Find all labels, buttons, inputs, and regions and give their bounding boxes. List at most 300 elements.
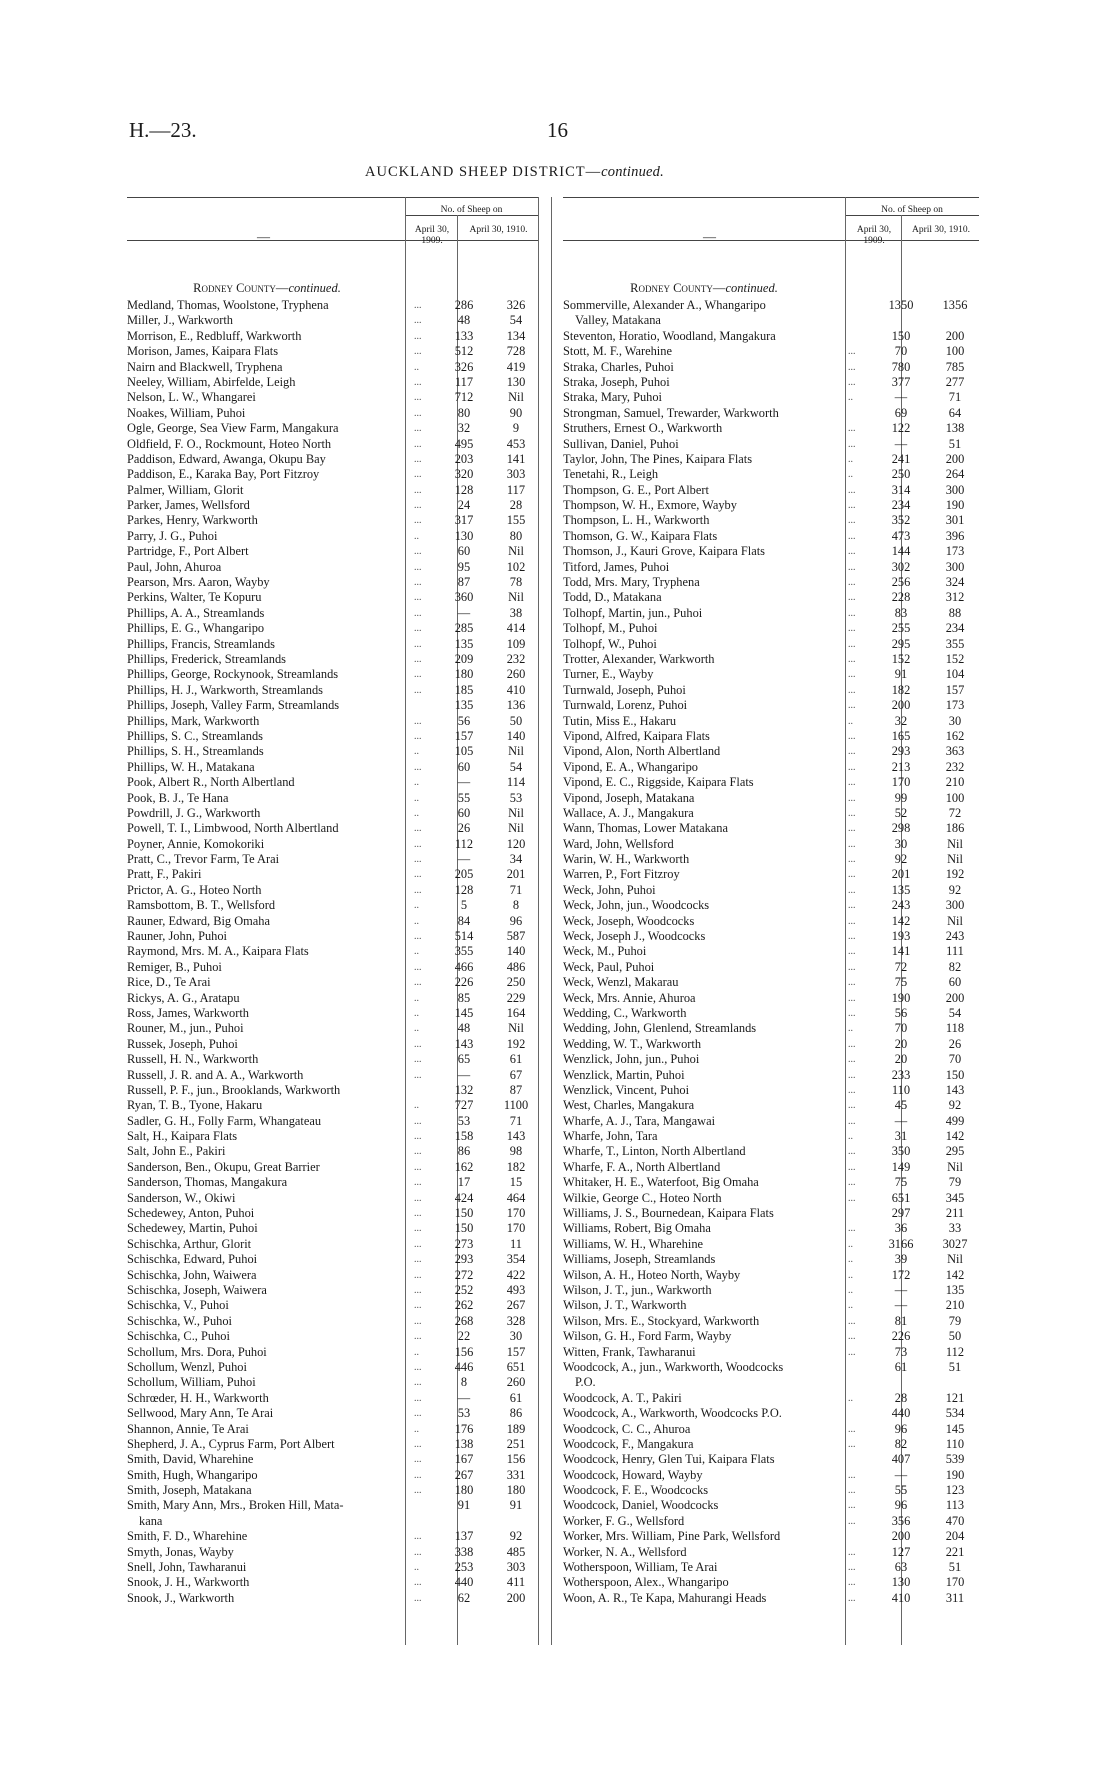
leader-dots: ... [414, 869, 422, 881]
sheep-1909: 190 [891, 990, 911, 1005]
leader-dots: ... [414, 1485, 422, 1497]
owner-name: Smith, Mary Ann, Mrs., Broken Hill, Mata- [127, 1498, 344, 1513]
table-row [563, 313, 979, 328]
table-row [563, 1560, 979, 1575]
leader-dots: .. [848, 715, 853, 727]
owner-name: Phillips, George, Rockynook, Streamlands [127, 667, 339, 682]
table-row [563, 1575, 979, 1590]
leader-dots: ... [414, 1161, 422, 1173]
leader-dots: ... [414, 1285, 422, 1296]
owner-name: Struthers, Ernest O., Warkworth [563, 421, 723, 436]
sheep-1910: 200 [506, 1590, 526, 1605]
owner-name: Woodcock, F., Mangakura [563, 1436, 694, 1451]
sheep-1909: 8 [460, 1375, 468, 1390]
leader-dots: .. [414, 992, 419, 1004]
owner-name: Rice, D., Te Arai [127, 975, 211, 990]
leader-dots: ... [414, 453, 422, 465]
parliamentary-paper-reference: H.—23. [129, 118, 197, 142]
sheep-1910: 15 [509, 1175, 523, 1190]
owner-name: Woodcock, C. C., Ahuroa [563, 1421, 691, 1436]
sheep-1909: 157 [454, 728, 474, 743]
sheep-1909: 56 [894, 1005, 908, 1020]
leader-dots: ... [414, 438, 422, 450]
subheading-county: Rodney County— [193, 281, 289, 295]
leader-dots: ... [414, 823, 422, 835]
leader-dots: ... [414, 423, 422, 435]
sheep-1909: 158 [454, 1129, 474, 1144]
owner-name: Ross, James, Warkworth [127, 1005, 249, 1020]
sheep-1910: 301 [945, 513, 965, 528]
leader-dots: ... [414, 1377, 422, 1389]
leader-dots: ... [848, 730, 856, 742]
sheep-1909: — [894, 1298, 908, 1313]
leader-dots: ... [414, 1392, 422, 1404]
table-row [563, 1114, 979, 1129]
section-subheading [563, 281, 845, 296]
sheep-1910: 173 [945, 698, 965, 713]
sheep-1909: 252 [454, 1283, 474, 1297]
leader-dots: ... [414, 592, 422, 604]
sheep-1909: 22 [457, 1329, 471, 1344]
leader-dots: ... [414, 330, 422, 342]
owner-name: Nairn and Blackwell, Tryphena [127, 359, 283, 374]
sheep-1909: 440 [454, 1575, 474, 1590]
sheep-1909: 82 [894, 1436, 908, 1451]
leader-dots: ... [414, 561, 422, 573]
table-row [563, 637, 979, 652]
table-row [127, 1437, 539, 1452]
sheep-1909: 96 [894, 1421, 908, 1436]
table-row [127, 667, 539, 682]
sheep-1909: 352 [891, 513, 911, 528]
owner-name: Sanderson, Thomas, Mangakura [127, 1175, 288, 1190]
table-row [563, 513, 979, 528]
table-row [563, 652, 979, 667]
sheep-1909: 60 [457, 805, 471, 820]
sheep-1910: 190 [945, 498, 965, 513]
sheep-1910: 150 [945, 1067, 965, 1082]
owner-name: Wenzlick, Martin, Puhoi [563, 1067, 685, 1082]
owner-name: Wann, Thomas, Lower Matakana [563, 821, 728, 836]
right-table [563, 197, 979, 1657]
table-row [127, 1560, 539, 1575]
sheep-1909: 272 [454, 1267, 474, 1282]
table-row [127, 575, 539, 590]
owner-name: Tolhopf, W., Puhoi [563, 636, 657, 651]
owner-name: Straka, Mary, Puhoi [563, 390, 662, 405]
table-row [563, 421, 979, 436]
owner-name: Phillips, E. G., Whangaripo [127, 621, 265, 636]
sheep-1909: — [894, 1283, 908, 1297]
table-row [563, 560, 979, 575]
sheep-1909: 53 [457, 1406, 471, 1421]
leader-dots: ... [848, 1315, 856, 1327]
leader-dots: ... [414, 1115, 422, 1127]
sheep-1909: 268 [454, 1313, 474, 1328]
sheep-1910: 79 [948, 1175, 962, 1190]
leader-dots: ... [848, 500, 856, 512]
sheep-1909: 53 [457, 1113, 471, 1128]
owner-name: Strongman, Samuel, Trewarder, Warkworth [563, 405, 779, 420]
table-row [563, 452, 979, 467]
sheep-1909: — [457, 775, 471, 790]
leader-dots: ... [848, 1346, 856, 1358]
owner-name: Williams, Robert, Big Omaha [563, 1221, 711, 1236]
sheep-1910: 363 [945, 744, 965, 759]
sheep-1909: 60 [457, 544, 471, 559]
leader-dots: ... [848, 1331, 856, 1343]
leader-dots: ... [414, 854, 422, 866]
table-row [127, 1129, 539, 1144]
owner-name: Wilson, J. T., jun., Warkworth [563, 1283, 712, 1297]
sheep-1910: 1356 [942, 298, 968, 312]
leader-dots: ... [414, 1592, 422, 1604]
title-main: AUCKLAND SHEEP DISTRICT— [365, 164, 602, 180]
leader-dots: ... [414, 546, 422, 558]
leader-dots: ... [848, 1438, 856, 1450]
leader-dots: ... [414, 469, 422, 481]
table-row [127, 606, 539, 621]
table-row [127, 1422, 539, 1437]
leader-dots: .. [414, 900, 419, 912]
leader-dots: ... [848, 992, 856, 1004]
sheep-1909: 156 [454, 1344, 474, 1359]
sheep-1910: 34 [509, 852, 523, 867]
table-row [127, 1545, 539, 1560]
leader-dots: ... [848, 1223, 856, 1235]
table-row [563, 898, 979, 913]
owner-name: Sanderson, W., Okiwi [127, 1190, 236, 1205]
owner-name: Shannon, Annie, Te Arai [127, 1421, 249, 1436]
sheep-1910: 396 [945, 528, 965, 543]
sheep-1910: 190 [945, 1467, 965, 1482]
sheep-1910: 79 [948, 1313, 962, 1328]
owner-name: Schischka, V., Puhoi [127, 1298, 229, 1313]
sheep-1910: 3027 [942, 1236, 968, 1251]
sheep-1909: 495 [454, 436, 474, 451]
sheep-1909: 226 [891, 1329, 911, 1344]
sheep-1910: 355 [945, 636, 965, 651]
table-row [563, 483, 979, 498]
sheep-1910: Nil [508, 390, 524, 405]
leader-dots: ... [414, 715, 422, 727]
sheep-1909: 24 [457, 498, 471, 513]
sheep-1910: 229 [506, 990, 526, 1005]
table-row [127, 1021, 539, 1036]
table-row [127, 1160, 539, 1175]
owner-name: Weck, Wenzl, Makarau [563, 975, 679, 990]
left-table [127, 197, 539, 1657]
table-row [127, 467, 539, 482]
sheep-1909: 5 [460, 898, 468, 913]
group-header: No. of Sheep on [881, 205, 943, 215]
sheep-1909: 314 [891, 482, 911, 497]
table-row [563, 852, 979, 867]
leader-dots: ... [848, 777, 856, 789]
sheep-1910: 86 [509, 1406, 523, 1421]
owner-name: Paddison, Edward, Awanga, Okupu Bay [127, 451, 326, 466]
sheep-1909: 36 [894, 1221, 908, 1236]
table-header [127, 203, 539, 263]
table-row [563, 1529, 979, 1544]
sheep-1910: 1100 [503, 1098, 529, 1113]
owner-name: Thomson, J., Kauri Grove, Kaipara Flats [563, 544, 765, 559]
table-row [563, 1175, 979, 1190]
leader-dots: ... [848, 376, 856, 388]
leader-dots: ... [848, 361, 856, 373]
sheep-1909: 135 [891, 882, 911, 897]
sheep-1910: Nil [947, 852, 963, 867]
owner-name: kana [139, 1513, 163, 1528]
owner-name: Powell, T. I., Limbwood, North Albertland [127, 821, 339, 836]
sheep-1909: 141 [891, 944, 911, 959]
table-row [563, 360, 979, 375]
owner-name: Russell, J. R. and A. A., Warkworth [127, 1067, 304, 1082]
sheep-1910: 54 [948, 1005, 962, 1020]
table-row [563, 867, 979, 882]
leader-dots: .. [848, 453, 853, 465]
sheep-1910: Nil [947, 1252, 963, 1267]
table-row [127, 975, 539, 990]
sheep-1909: 250 [891, 467, 911, 482]
table-top-rule [563, 197, 979, 198]
sheep-1910: 121 [945, 1390, 965, 1405]
table-row [127, 1221, 539, 1236]
table-row [127, 944, 539, 959]
sheep-1909: 424 [454, 1190, 474, 1205]
sheep-1909: 297 [891, 1206, 911, 1221]
owner-name: Schischka, W., Puhoi [127, 1313, 232, 1328]
sheep-1909: 149 [891, 1159, 911, 1174]
sheep-1910: 464 [506, 1190, 526, 1205]
sheep-1910: 324 [945, 575, 965, 590]
table-row [563, 390, 979, 405]
owner-name: Pratt, C., Trevor Farm, Te Arai [127, 852, 280, 867]
sheep-1909: 295 [891, 636, 911, 651]
owner-name: Wharfe, T., Linton, North Albertland [563, 1144, 746, 1159]
sheep-1910: 50 [948, 1329, 962, 1344]
table-row [127, 744, 539, 759]
sheep-1909: 31 [894, 1129, 908, 1144]
sheep-1910: 123 [945, 1483, 965, 1498]
sheep-1909: 162 [454, 1159, 474, 1174]
leader-dots: ... [848, 530, 856, 542]
owner-name: Russell, P. F., jun., Brooklands, Warkworth [127, 1082, 341, 1097]
sheep-1910: 71 [948, 390, 962, 405]
sheep-1910: Nil [508, 544, 524, 559]
sheep-1910: Nil [508, 1021, 524, 1036]
table-row [563, 944, 979, 959]
sheep-1910: 328 [506, 1313, 526, 1328]
table-row [127, 837, 539, 852]
owner-name: Wilson, A. H., Hoteo North, Wayby [563, 1267, 741, 1282]
leader-dots: ... [848, 746, 856, 758]
sheep-1909: 350 [891, 1144, 911, 1159]
sheep-1910: 470 [945, 1513, 965, 1528]
sheep-1909: 17 [457, 1175, 471, 1190]
owner-name: Schischka, C., Puhoi [127, 1329, 230, 1344]
sheep-1910: 114 [506, 775, 526, 790]
leader-dots: ... [414, 977, 422, 989]
leader-dots: ... [848, 946, 856, 958]
owner-name: Vipond, E. A., Whangaripo [563, 759, 698, 774]
left-rows [127, 298, 539, 1606]
owner-name: Rauner, John, Puhoi [127, 929, 228, 944]
sheep-1909: 180 [454, 1483, 474, 1498]
table-row [127, 929, 539, 944]
sheep-1910: 157 [506, 1344, 526, 1359]
leader-dots: ... [414, 669, 422, 681]
table-row [127, 344, 539, 359]
leader-dots: ... [414, 1131, 422, 1143]
table-row [127, 775, 539, 790]
sheep-1910: 311 [945, 1590, 965, 1605]
sheep-1909: 203 [454, 451, 474, 466]
owner-name: Worker, Mrs. William, Pine Park, Wellsford [563, 1529, 781, 1544]
sheep-1910: Nil [508, 821, 524, 836]
owner-name: Poyner, Annie, Komokoriki [127, 836, 265, 851]
leader-dots: ... [414, 1069, 422, 1081]
table-row [563, 1483, 979, 1498]
sheep-1910: 345 [945, 1190, 965, 1205]
sheep-1909: 85 [457, 990, 471, 1005]
leader-dots: ... [414, 346, 422, 358]
sheep-1910: 78 [509, 575, 523, 590]
sheep-1910: 112 [945, 1344, 965, 1359]
section-subheading [127, 281, 407, 296]
sheep-1910: 164 [506, 1005, 526, 1020]
sheep-1909: 243 [891, 898, 911, 913]
sheep-1909: 255 [891, 621, 911, 636]
owner-name: Schischka, John, Waiwera [127, 1267, 257, 1282]
owner-name: Morrison, E., Redbluff, Warkworth [127, 328, 302, 343]
owner-name: Sanderson, Ben., Okupu, Great Barrier [127, 1159, 320, 1174]
sheep-1910: 134 [506, 328, 526, 343]
table-row [563, 606, 979, 621]
leader-dots: ... [414, 1238, 422, 1250]
owner-name: Rouner, M., jun., Puhoi [127, 1021, 244, 1036]
sheep-1909: 150 [891, 328, 911, 343]
leader-dots: ... [414, 300, 422, 311]
table-row [127, 867, 539, 882]
leader-dots: ... [848, 346, 856, 358]
table-row [563, 1160, 979, 1175]
owner-name: Williams, Joseph, Streamlands [563, 1252, 716, 1267]
sheep-1909: 253 [454, 1560, 474, 1575]
table-row [563, 991, 979, 1006]
leader-dots: ... [848, 1115, 856, 1127]
sheep-1909: 200 [891, 1529, 911, 1544]
owner-name: Wenzlick, Vincent, Puhoi [563, 1082, 690, 1097]
sheep-1910: 109 [506, 636, 526, 651]
leader-dots: ... [848, 854, 856, 866]
leader-dots: ... [414, 1054, 422, 1066]
owner-name: Ryan, T. B., Tyone, Hakaru [127, 1098, 263, 1113]
owner-name: Phillips, S. C., Streamlands [127, 728, 263, 743]
sheep-1909: 69 [894, 405, 908, 420]
sheep-1909: 320 [454, 467, 474, 482]
sheep-1910: 300 [945, 482, 965, 497]
table-row [563, 1068, 979, 1083]
table-row [127, 1098, 539, 1113]
owner-name: Pook, Albert R., North Albertland [127, 775, 295, 790]
sheep-1910: 260 [506, 1375, 526, 1390]
leader-dots: ... [848, 1485, 856, 1497]
owner-name: Wharfe, F. A., North Albertland [563, 1159, 721, 1174]
sheep-1909: 167 [454, 1452, 474, 1467]
owner-name: Sellwood, Mary Ann, Te Arai [127, 1406, 274, 1421]
table-row [127, 1391, 539, 1406]
sheep-1909: 180 [454, 667, 474, 682]
owner-name: Tutin, Miss E., Hakaru [563, 713, 677, 728]
owner-name: Sullivan, Daniel, Puhoi [563, 436, 679, 451]
table-row [127, 360, 539, 375]
sheep-1910: 192 [506, 1036, 526, 1051]
table-row [563, 667, 979, 682]
table-row [127, 1052, 539, 1067]
sheep-1910: 201 [506, 867, 526, 882]
table-row [563, 1283, 979, 1298]
leader-dots: .. [414, 1562, 419, 1574]
table-row [563, 975, 979, 990]
leader-dots: ... [848, 546, 856, 558]
table-row [563, 1237, 979, 1252]
leader-dots: ... [848, 653, 856, 665]
owner-name: Wilson, Mrs. E., Stockyard, Warkworth [563, 1313, 760, 1328]
sheep-1910: 152 [945, 651, 965, 666]
owner-name: Palmer, William, Glorit [127, 482, 244, 497]
sheep-1910: 300 [945, 559, 965, 574]
owner-name: Wilkie, George C., Hoteo North [563, 1190, 722, 1205]
sheep-1909: 727 [454, 1098, 474, 1113]
table-row [127, 1514, 539, 1529]
leader-dots: ... [848, 961, 856, 973]
leader-dots: ... [414, 1438, 422, 1450]
leader-dots: ... [414, 1469, 422, 1481]
leader-dots: .. [414, 1023, 419, 1035]
table-row [563, 621, 979, 636]
sheep-1909: 65 [457, 1052, 471, 1067]
table-row [127, 898, 539, 913]
sheep-1910: 67 [509, 1067, 523, 1082]
sheep-1910: 138 [945, 421, 965, 436]
owner-name: Rauner, Edward, Big Omaha [127, 913, 270, 928]
owner-name: Vipond, E. C., Riggside, Kaipara Flats [563, 775, 754, 790]
owner-name: Valley, Matakana [575, 313, 661, 328]
sheep-1909: 165 [891, 728, 911, 743]
table-row [563, 1252, 979, 1267]
table-row [127, 544, 539, 559]
table-row [127, 1591, 539, 1606]
sheep-1909: 105 [454, 744, 474, 759]
sheep-1910: 211 [945, 1206, 965, 1221]
leader-dots: .. [414, 1100, 419, 1112]
table-row [563, 529, 979, 544]
sheep-1910: 90 [509, 405, 523, 420]
sheep-1910: 267 [506, 1298, 526, 1313]
owner-name: Smith, F. D., Wharehine [127, 1529, 248, 1544]
owner-name: Weck, Paul, Puhoi [563, 959, 655, 974]
sheep-1909: 182 [891, 682, 911, 697]
owner-name: Woodcock, A. T., Pakiri [563, 1390, 682, 1405]
sheep-1910: 140 [506, 728, 526, 743]
table-top-rule [127, 197, 539, 198]
sheep-1909: 233 [891, 1067, 911, 1082]
sheep-1910: 728 [506, 344, 526, 359]
owner-name: Schedewey, Martin, Puhoi [127, 1221, 258, 1236]
sheep-1910: 486 [506, 959, 526, 974]
sheep-1910: 303 [506, 1560, 526, 1575]
